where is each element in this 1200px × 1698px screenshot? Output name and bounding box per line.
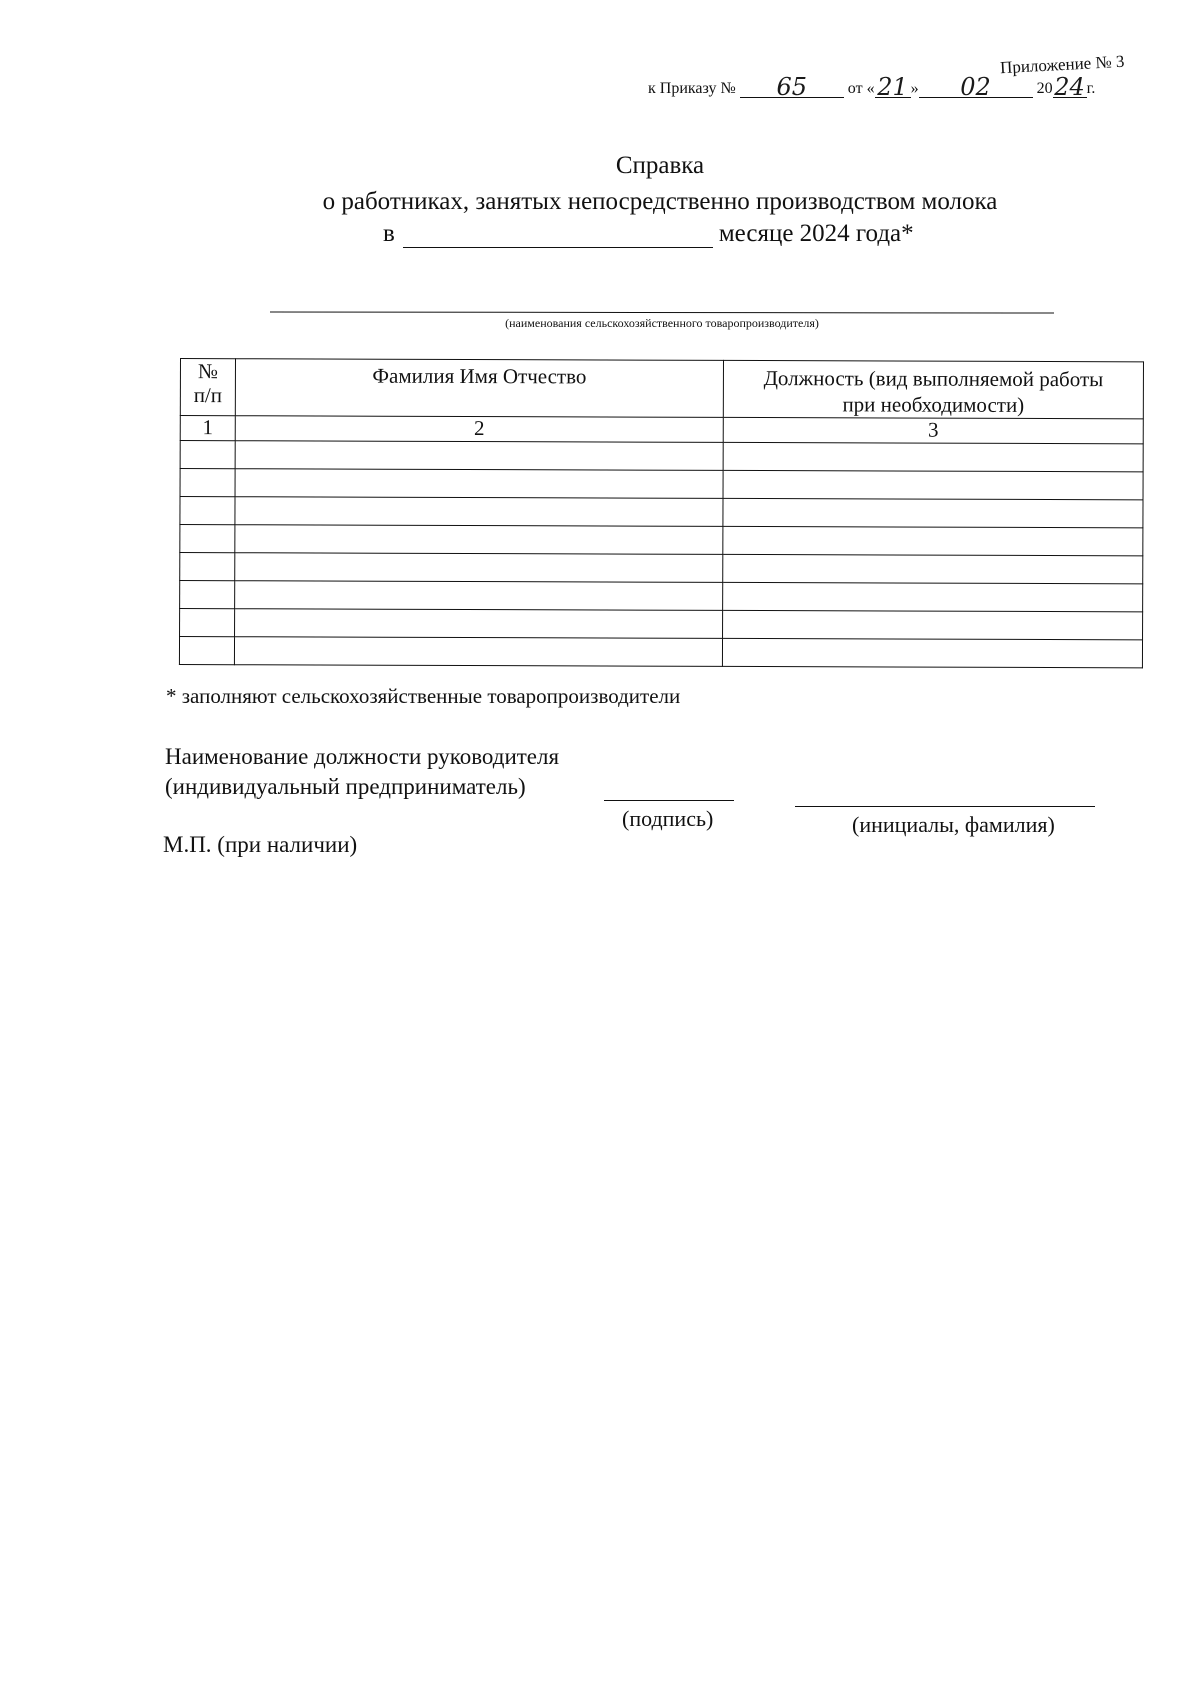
head-position-label: Наименование должности руководителя [165,744,560,769]
appendix-label: Приложение № 3 [999,51,1125,78]
table-cell [235,497,723,527]
table-row [180,525,1143,556]
stamp-label: М.П. (при наличии) [163,832,358,857]
month-line [383,220,914,248]
order-number-field [740,73,844,101]
producer-name-field [270,311,1054,313]
table-cell [180,553,235,581]
column-number: 1 [180,416,235,441]
workers-table [179,358,1144,693]
table-cell [723,526,1143,555]
table-row [180,609,1143,640]
table-cell [180,581,235,609]
date-day: 21 [877,73,908,101]
month-suffix: месяце 2024 года* [718,220,914,247]
table-cell [723,470,1143,499]
table-cell [235,581,723,611]
table-cell [723,582,1143,611]
table-cell [722,638,1142,667]
month-field [403,223,713,248]
table-row [180,441,1143,472]
header-full-name: Фамилия Имя Отчество [235,359,723,418]
year-prefix: 20 [1036,80,1053,97]
table-header-row [180,359,1143,419]
signature-field [604,800,734,801]
date-quote-close: » [910,80,919,97]
year-field [1053,73,1087,101]
footnote: * заполняют сельскохозяйственные товаропроизводители [166,684,681,708]
initials-caption: (инициалы, фамилия) [852,812,1055,837]
date-prefix: от « [847,80,875,97]
table-row [180,581,1143,612]
date-month: 02 [960,73,991,101]
table-cell [180,441,235,469]
table-cell [180,469,235,497]
table-cell [234,637,722,667]
signature-caption: (подпись) [622,806,714,831]
producer-caption: (наименования сельскохозяйственного товаропроизводителя) [505,316,819,330]
document-subtitle: о работниках, занятых непосредственно производством молока [322,188,998,215]
table-cell [235,609,723,639]
table-cell [235,469,723,499]
table-cell [723,498,1143,527]
year-unit: г. [1086,80,1096,97]
column-numbers-row [180,416,1143,444]
date-month-field [919,73,1033,101]
table-cell [723,610,1143,639]
table-row [180,469,1143,500]
entrepreneur-label: (индивидуальный предприниматель) [165,774,526,799]
table-cell [235,441,723,471]
order-reference [648,73,1096,101]
month-prefix: в [383,220,395,247]
header-number: № п/п [180,359,235,416]
table-row [180,497,1143,528]
date-day-field [875,73,911,101]
document-title: Справка [615,152,705,179]
table-row [180,553,1143,584]
table-cell [235,553,723,583]
table-row [179,637,1142,668]
table-cell [723,554,1143,583]
table-cell [180,497,235,525]
order-number: 65 [776,73,808,101]
table-cell [180,525,235,553]
year-suffix: 24 [1054,73,1085,101]
table-cell [180,609,235,637]
column-number: 2 [235,416,723,443]
table-cell [723,442,1143,471]
table-cell [179,637,234,665]
header-position: Должность (вид выполняемой работы при необходимости) [723,360,1143,418]
column-number: 3 [723,417,1143,443]
table-cell [235,525,723,555]
initials-field [795,806,1095,807]
order-prefix: к Приказу № [648,80,736,97]
